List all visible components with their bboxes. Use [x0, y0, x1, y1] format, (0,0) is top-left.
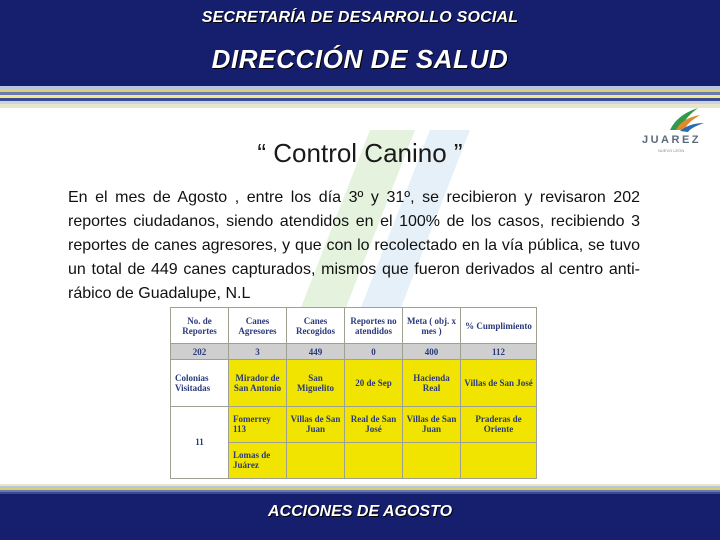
header-stripes	[0, 86, 720, 108]
footer-stripes	[0, 484, 720, 494]
colonia-cell: Villas de San Juan	[287, 406, 345, 442]
direccion-title: DIRECCIÓN DE SALUD	[211, 44, 509, 74]
value-cell: 0	[345, 344, 403, 360]
colonia-cell: San Miguelito	[287, 360, 345, 406]
empty-cell	[345, 442, 403, 478]
juarez-logo-icon	[640, 104, 716, 134]
secretaria-title: SECRETARÍA DE DESARROLLO SOCIAL	[201, 9, 519, 26]
colonia-cell: Hacienda Real	[403, 360, 461, 406]
value-cell: 400	[403, 344, 461, 360]
logo-tagline: NUEVO LEÓN	[658, 148, 685, 153]
colonias-count: 11	[171, 406, 229, 478]
table-values-row	[171, 344, 537, 360]
header-cell: Canes Agresores	[229, 308, 287, 344]
colonia-cell: Fomerrey 113	[229, 406, 287, 442]
colonia-cell: Praderas de Oriente	[461, 406, 537, 442]
table-header-row	[171, 308, 537, 344]
empty-cell	[461, 442, 537, 478]
value-cell: 3	[229, 344, 287, 360]
header-cell: Reportes no atendidos	[345, 308, 403, 344]
header-cell: Meta ( obj. x mes )	[403, 308, 461, 344]
colonia-cell: Villas de San Juan	[403, 406, 461, 442]
value-cell: 112	[461, 344, 537, 360]
colonia-cell: Real de San José	[345, 406, 403, 442]
empty-cell	[287, 442, 345, 478]
colonia-cell: 20 de Sep	[345, 360, 403, 406]
colonia-cell: Lomas de Juárez	[229, 442, 287, 478]
colonias-label: Colonias Visitadas	[171, 360, 229, 406]
colonia-cell: Villas de San José	[461, 360, 537, 406]
colonia-cell: Mirador de San Antonio	[229, 360, 287, 406]
page-title: “ Control Canino ”	[257, 138, 463, 168]
header-banner	[0, 0, 720, 86]
header-cell: No. de Reportes	[171, 308, 229, 344]
header-cell: % Cumplimiento	[461, 308, 537, 344]
summary-paragraph: En el mes de Agosto , entre los día 3º y 31º, se recibieron y revisaron 202 reportes ciudadanos, siendo atendidos en el 100% de los casos, recibiendo 3 reportes de canes agresores, y que con lo recolectado en la vía pública, se tuvo un total de 449 canes capturados, mismos que fueron derivados al centro anti-rábico de Guadalupe, N.L	[68, 189, 640, 302]
header-cell: Canes Recogidos	[287, 308, 345, 344]
footer-title: ACCIONES DE AGOSTO	[267, 503, 453, 520]
empty-cell	[403, 442, 461, 478]
table-row	[171, 406, 537, 442]
report-table	[170, 307, 537, 479]
value-cell: 202	[171, 344, 229, 360]
table-row	[171, 360, 537, 406]
logo-name: JUAREZ	[642, 134, 702, 146]
value-cell: 449	[287, 344, 345, 360]
